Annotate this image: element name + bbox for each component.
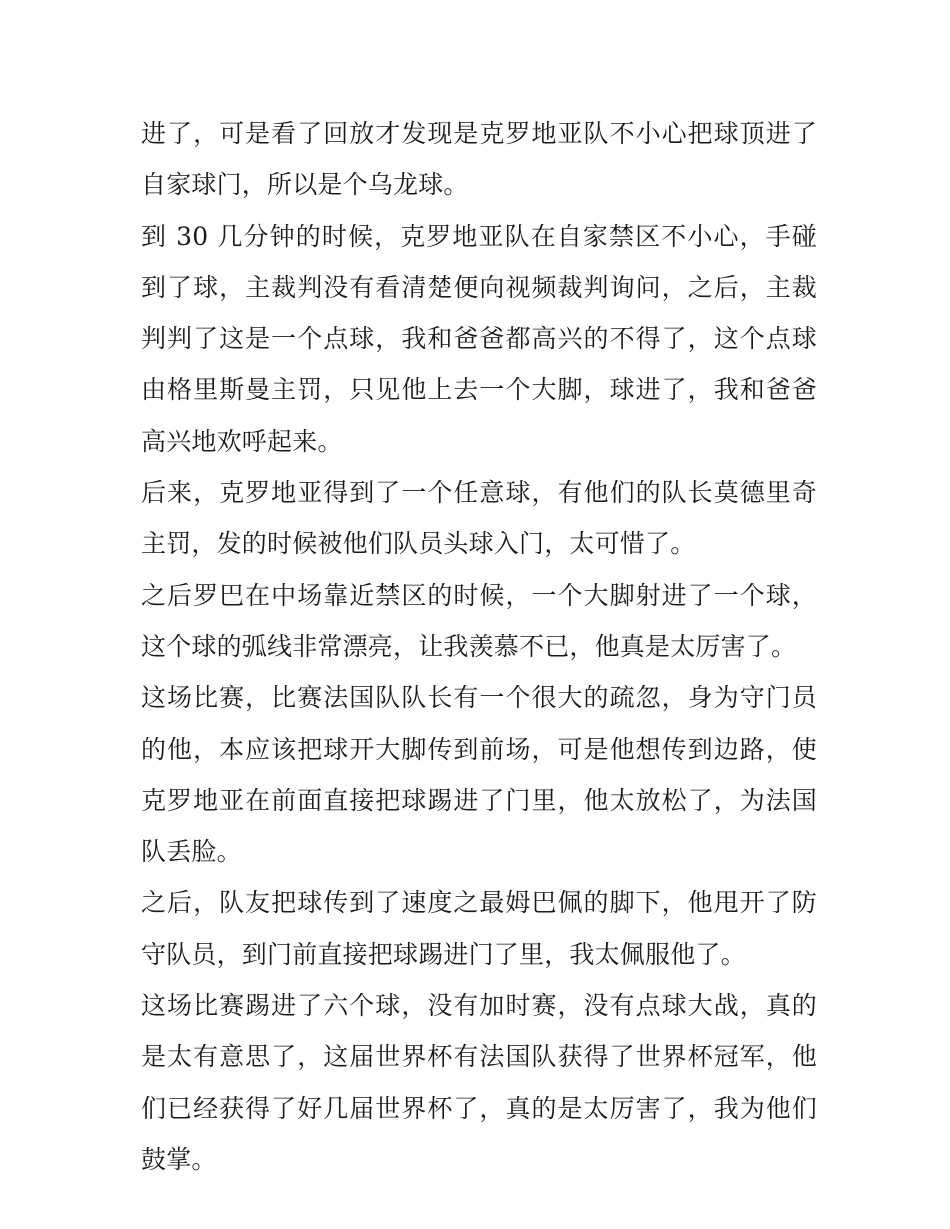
paragraph-5: 这场比赛，比赛法国队队长有一个很大的疏忽，身为守门员的他，本应该把球开大脚传到前场，可是他想传到边路，使克罗地亚在前面直接把球踢进了门里，他太放松了，为法国队丢脸。 [141,683,817,867]
paragraph-1: 进了，可是看了回放才发现是克罗地亚队不小心把球顶进了自家球门，所以是个乌龙球。 [141,119,817,200]
paragraph-6: 之后，队友把球传到了速度之最姆巴佩的脚下，他甩开了防守队员，到门前直接把球踢进门了里，我太佩服他了。 [141,888,817,969]
essay-body [141,108,817,1185]
paragraph-2: 到 30 几分钟的时候，克罗地亚队在自家禁区不小心，手碰到了球，主裁判没有看清楚便向视频裁判询问，之后，主裁判判了这是一个点球，我和爸爸都高兴的不得了，这个点球由格里斯曼主罚，只见他上去一个大脚，球进了，我和爸爸高兴地欢呼起来。 [141,221,817,456]
paragraph-3: 后来，克罗地亚得到了一个任意球，有他们的队长莫德里奇主罚，发的时候被他们队员头球入门，太可惜了。 [141,478,817,559]
paragraph-4: 之后罗巴在中场靠近禁区的时候，一个大脚射进了一个球，这个球的弧线非常漂亮，让我羡慕不已，他真是太厉害了。 [141,580,817,661]
paragraph-7: 这场比赛踢进了六个球，没有加时赛，没有点球大战，真的是太有意思了，这届世界杯有法国队获得了世界杯冠军，他们已经获得了好几届世界杯了，真的是太厉害了，我为他们鼓掌。 [141,991,817,1174]
